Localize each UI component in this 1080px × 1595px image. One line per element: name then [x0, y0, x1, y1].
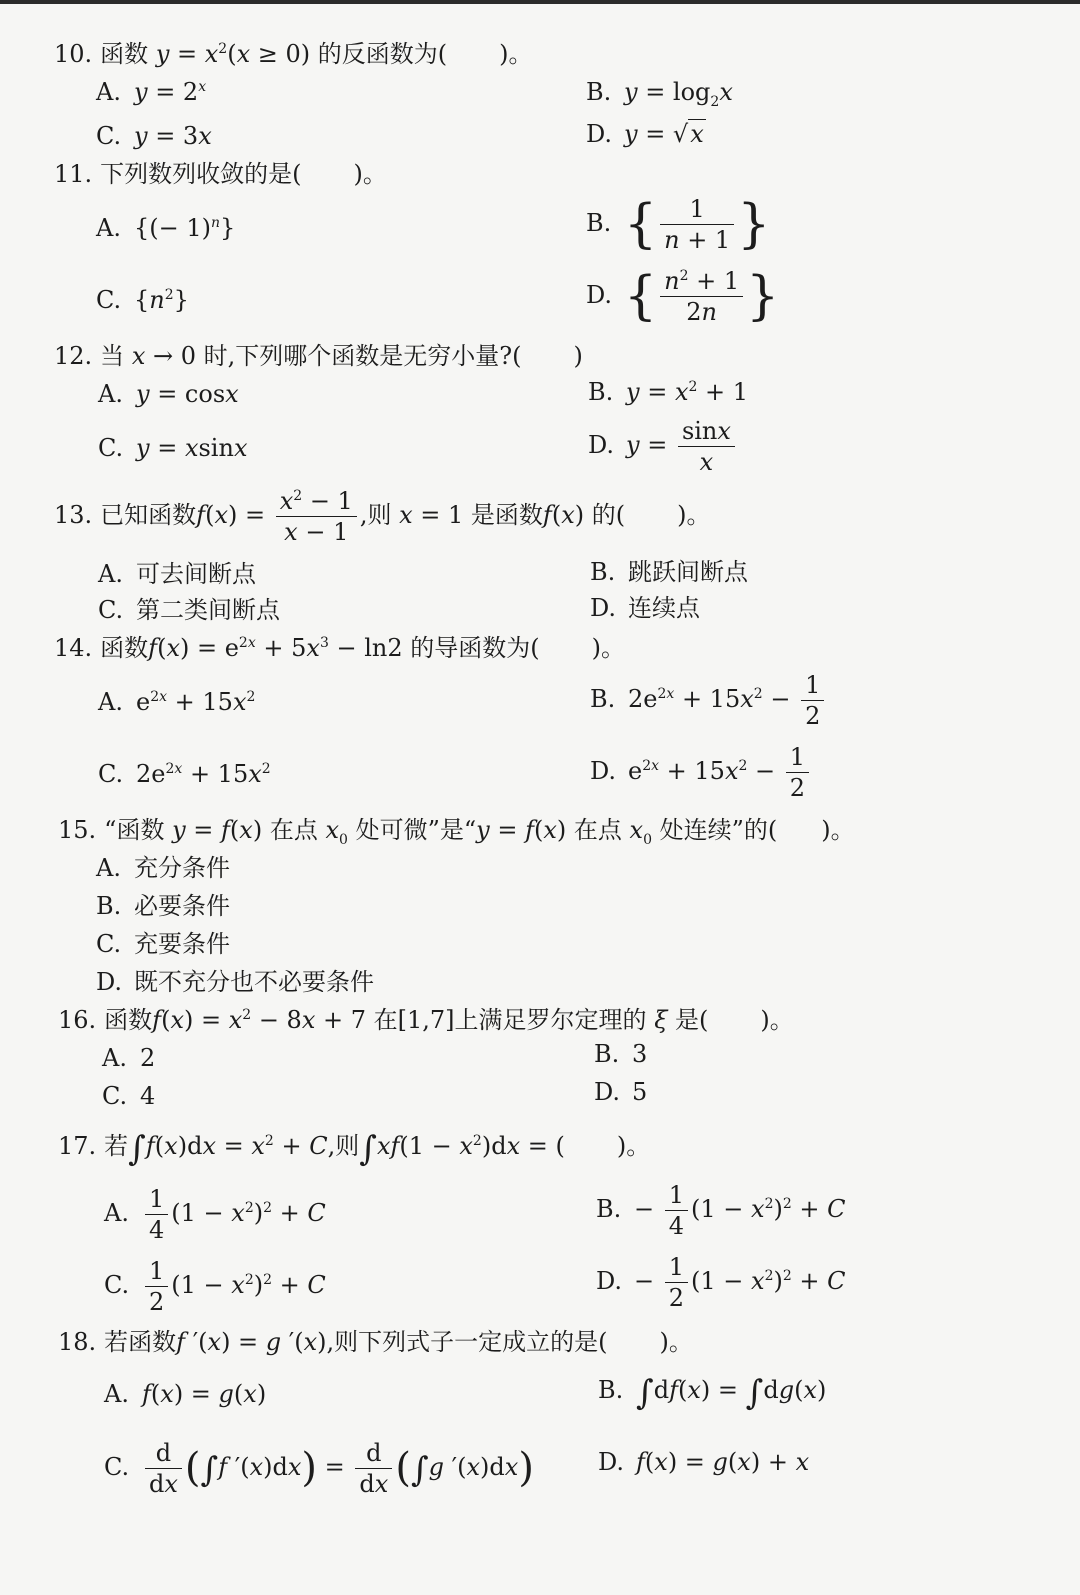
option-label: B. [590, 685, 616, 713]
q12-option-b[interactable]: B. $y = x^2 + 1$ [588, 378, 749, 406]
question-number: 15. [58, 816, 97, 844]
q14-option-b[interactable]: B. $2e^{2x} + 15x^2$ − $\frac{1}{2}$ [590, 670, 827, 731]
q15-option-d[interactable] [96, 966, 374, 998]
question-text: 当 [100, 342, 125, 370]
question-text: 是( [675, 1006, 709, 1034]
question-text: 在点 [573, 816, 622, 844]
question-15: 15. “函数 y = f(x) 在点 $x_0$ 处可微”是“y = f(x) 在点 $x_0$ 处连续”的( )。 [58, 816, 855, 848]
q16-option-b[interactable] [594, 1038, 647, 1070]
q14-option-a[interactable]: A. $e^{2x} + 15x^2$ [98, 688, 256, 716]
q16-option-a[interactable] [102, 1042, 155, 1074]
option-text: 可去间断点 [136, 560, 256, 588]
option-text: 充要条件 [134, 930, 230, 958]
option-label: B. [586, 209, 612, 237]
q16-option-d[interactable] [594, 1076, 647, 1108]
question-text: ,则 [359, 501, 392, 529]
question-17: 17. 若$\int f(x)dx = x^2 + C$,则$\int xf(1 - x^2)dx$ = ( )。 [58, 1129, 651, 1169]
option-label: D. [586, 281, 613, 309]
question-number: 17. [58, 1132, 97, 1160]
question-number: 10. [54, 40, 93, 68]
q10-option-a[interactable]: A. $y = 2^x$ [96, 78, 207, 106]
option-text: 充分条件 [134, 854, 230, 882]
q18-option-b[interactable]: B. ∫df(x) = ∫dg(x) [598, 1373, 827, 1413]
option-text: 2 [140, 1044, 156, 1072]
option-text: 跳跃间断点 [628, 558, 748, 586]
option-label: D. [590, 757, 617, 785]
q18-option-a[interactable]: A. f(x) = g(x) [104, 1380, 267, 1408]
question-text: 是函数 [470, 501, 543, 529]
question-text: 若函数 [104, 1328, 177, 1356]
question-16: 16. 函数$f(x) = x^2 - 8x + 7$ 在[1,7]上满足罗尔定理的 ξ 是( )。 [58, 1006, 794, 1034]
option-label: A. [98, 688, 123, 716]
question-text: 处连续”的( [659, 816, 778, 844]
question-number: 14. [54, 634, 93, 662]
question-close: )。 [760, 1006, 794, 1034]
option-text: 连续点 [628, 594, 700, 622]
option-text: 5 [632, 1078, 648, 1106]
question-text: 下列数列收敛的是( [100, 160, 302, 188]
option-label: C. [98, 760, 124, 788]
question-14: 14. 函数$f(x) = e^{2x} + 5x^3 - \ln 2$ 的导函数为( )。 [54, 634, 626, 662]
option-label: A. [96, 854, 121, 882]
option-label: A. [96, 78, 121, 106]
question-close: )。 [821, 816, 855, 844]
q17-option-b[interactable]: B. − $\frac{1}{4}$ $(1 - x^2)^2 + C$ [596, 1181, 846, 1240]
option-label: A. [96, 214, 121, 242]
q10-option-d[interactable]: D. y = √x [586, 120, 704, 148]
option-label: C. [96, 286, 122, 314]
option-label: B. [586, 78, 612, 106]
option-text: 既不充分也不必要条件 [134, 968, 374, 996]
question-text: 的导函数为( [410, 634, 540, 662]
q12-option-c[interactable]: C. y = xsinx [98, 434, 248, 462]
question-close: )。 [677, 501, 711, 529]
question-text: 的反函数为( [317, 40, 448, 68]
q18-option-d[interactable]: D. f(x) = g(x) + x [598, 1448, 810, 1476]
question-close: )。 [499, 40, 533, 68]
q17-option-d[interactable]: D. − $\frac{1}{2}$ $(1 - x^2)^2 + C$ [596, 1253, 846, 1312]
option-label: D. [588, 431, 615, 459]
question-text: 在点 [269, 816, 318, 844]
question-close: )。 [659, 1328, 693, 1356]
option-text: 第二类间断点 [136, 596, 280, 624]
question-number: 18. [58, 1328, 97, 1356]
q17-option-a[interactable]: A. $\frac{1}{4}$ $(1 - x^2)^2 + C$ [104, 1185, 326, 1244]
option-label: A. [98, 380, 123, 408]
option-label: A. [104, 1380, 129, 1408]
question-close: )。 [591, 634, 626, 662]
q11-option-b[interactable]: B. { $\frac{1}{n + 1}$ } [586, 194, 771, 255]
q13-option-c[interactable] [98, 594, 280, 626]
q15-option-b[interactable] [96, 890, 230, 922]
question-close: )。 [616, 1132, 651, 1160]
q11-option-d[interactable]: D. { $\frac{n^2 + 1}{2n}$ } [586, 266, 780, 327]
q13-option-b[interactable] [590, 556, 748, 588]
q13-option-d[interactable] [590, 592, 700, 624]
question-text: 若 [104, 1132, 129, 1160]
option-text: 必要条件 [134, 892, 230, 920]
question-text: 函数 [104, 1006, 153, 1034]
option-text: 3 [632, 1040, 648, 1068]
option-label: D. [596, 1267, 623, 1295]
option-label: D. [590, 594, 617, 622]
question-text: ,则下列式子一定成立的是( [326, 1328, 608, 1356]
q16-option-c[interactable] [102, 1080, 155, 1112]
question-text: = ( [527, 1132, 565, 1160]
question-close: )。 [353, 160, 387, 188]
option-label: C. [104, 1453, 130, 1481]
question-text: 的( [591, 501, 626, 529]
question-number: 12. [54, 342, 93, 370]
question-number: 11. [54, 160, 93, 188]
option-label: B. [588, 378, 614, 406]
q12-option-d[interactable]: D. y = $\frac{\sin x}{x}$ [588, 416, 738, 477]
question-12: 12. 当 x → 0 时,下列哪个函数是无穷小量?( ) [54, 342, 583, 370]
option-label: C. [96, 122, 122, 150]
q15-option-c[interactable] [96, 928, 230, 960]
option-label: D. [96, 968, 123, 996]
q13-option-a[interactable] [98, 558, 256, 590]
q11-option-a[interactable]: A. {(− 1)$^n$} [96, 214, 236, 242]
option-label: C. [96, 930, 122, 958]
q10-option-b[interactable]: B. $y = \log_2x$ [586, 78, 733, 110]
question-text: 函数 [100, 40, 149, 68]
q14-option-c[interactable]: C. $2e^{2x} + 15x^2$ [98, 760, 271, 788]
question-number: 13. [54, 501, 93, 529]
option-label: C. [104, 1271, 130, 1299]
q12-option-a[interactable]: A. y = cosx [98, 380, 239, 408]
option-label: A. [98, 560, 123, 588]
question-text: “函数 [104, 816, 165, 844]
question-18: 18. 若函数f ′(x) = g ′(x),则下列式子一定成立的是( )。 [58, 1328, 693, 1356]
option-label: B. [594, 1040, 620, 1068]
q17-option-c[interactable]: C. $\frac{1}{2}$ $(1 - x^2)^2 + C$ [104, 1257, 326, 1316]
q15-option-a[interactable] [96, 852, 230, 884]
option-label: B. [596, 1195, 622, 1223]
option-text: 4 [140, 1082, 156, 1110]
question-11 [54, 158, 387, 190]
q18-option-c[interactable]: C. $\frac{d}{dx}$ (∫f ′(x)dx) = $\frac{d}{dx}$ (∫g ′(x)dx) [104, 1439, 534, 1498]
question-text: 在[1,7]上满足罗尔定理的 [373, 1006, 647, 1034]
question-13: 13. 已知函数f(x) = $\frac{x^2 - 1}{x - 1}$ ,则 x = 1 是函数f(x) 的( )。 [54, 487, 711, 546]
question-text: 函数 [100, 634, 149, 662]
option-label: B. [96, 892, 122, 920]
question-number: 16. [58, 1006, 97, 1034]
question-close: ) [573, 342, 583, 370]
option-label: B. [598, 1376, 624, 1404]
option-label: C. [102, 1082, 128, 1110]
option-label: C. [98, 434, 124, 462]
q14-option-d[interactable]: D. $e^{2x} + 15x^2$ − $\frac{1}{2}$ [590, 742, 812, 803]
question-10: 10. 函数 $y = x^2(x \ge 0)$ 的反函数为( )。 [54, 40, 533, 68]
question-text: 处可微”是“ [355, 816, 477, 844]
option-label: C. [98, 596, 124, 624]
q11-option-c[interactable]: C. $\{n^2\}$ [96, 286, 189, 314]
question-text: 已知函数 [100, 501, 197, 529]
question-text: 时,下列哪个函数是无穷小量?( [203, 342, 522, 370]
question-text: ,则 [327, 1132, 360, 1160]
option-label: D. [598, 1448, 625, 1476]
q10-option-c[interactable]: C. y = 3x [96, 122, 212, 150]
option-label: D. [594, 1078, 621, 1106]
option-label: A. [104, 1199, 129, 1227]
option-label: B. [590, 558, 616, 586]
option-label: A. [102, 1044, 127, 1072]
option-label: D. [586, 120, 613, 148]
